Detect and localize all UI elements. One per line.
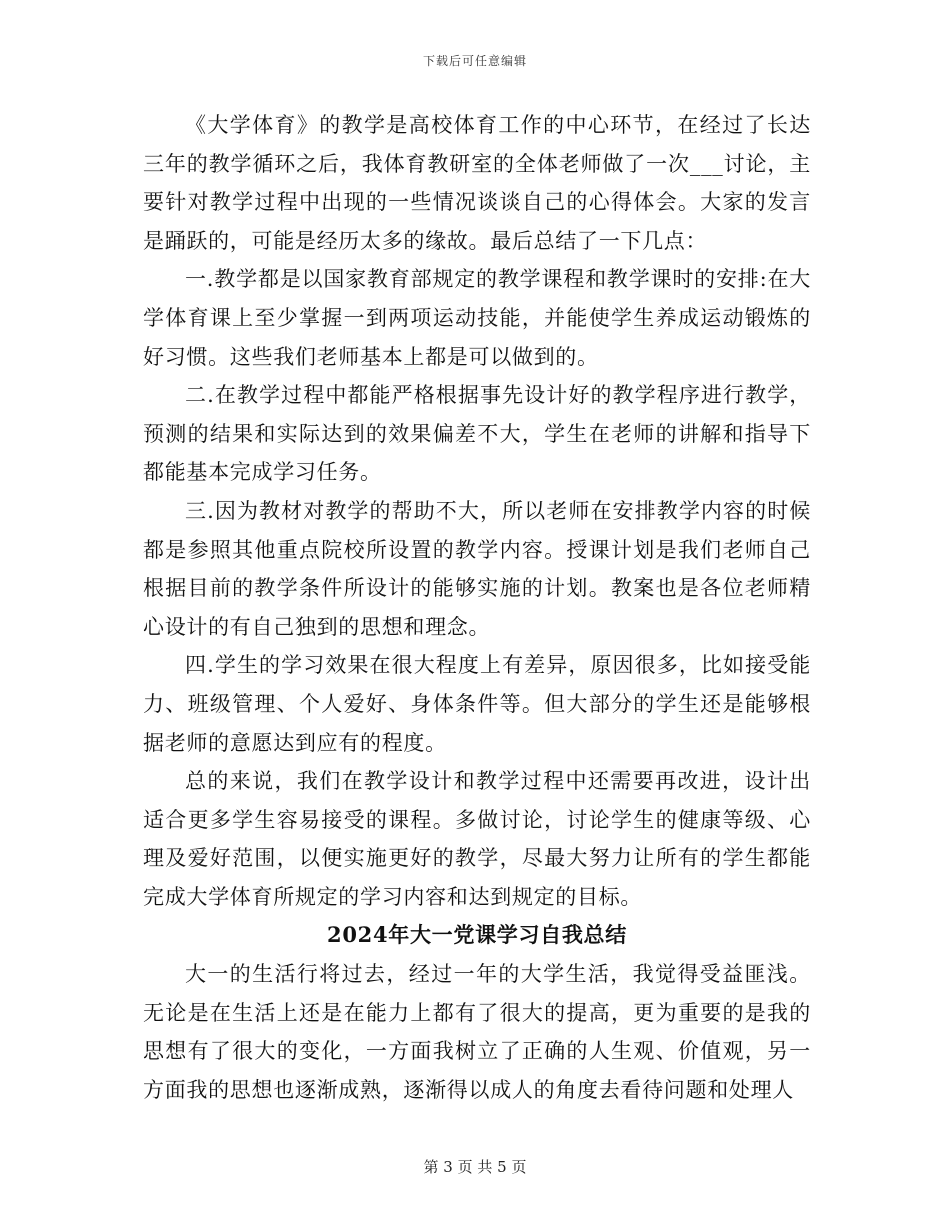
section-title: 2024年大一党课学习自我总结 [327, 922, 627, 948]
body-paragraph-point-4: 四.学生的学习效果在很大程度上有差异，原因很多，比如接受能力、班级管理、个人爱好、身体条件等。但大部分的学生还是能够根据老师的意愿达到应有的程度。 [143, 653, 811, 755]
body-paragraph-point-2: 二.在教学过程中都能严格根据事先设计好的教学程序进行教学，预测的结果和实际达到的效果偏差不大，学生在老师的讲解和指导下都能基本完成学习任务。 [143, 383, 811, 485]
body-paragraph-summary: 总的来说，我们在教学设计和教学过程中还需要再改进，设计出适合更多学生容易接受的课程。多做讨论，讨论学生的健康等级、心理及爱好范围，以便实施更好的教学，尽最大努力让所有的学生都能完成大学体育所规定的学习内容和达到规定的目标。 [143, 769, 811, 909]
page-number: 第 3 页 共 5 页 [423, 1158, 527, 1176]
page-header-note: 下载后可任意编辑 [422, 54, 527, 68]
document-body [143, 106, 811, 1109]
body-paragraph-point-3: 三.因为教材对教学的帮助不大，所以老师在安排教学内容的时候都是参照其他重点院校所设置的教学内容。授课计划是我们老师自己根据目前的教学条件所设计的能够实施的计划。教案也是各位老师精心设计的有自己独到的思想和理念。 [143, 498, 811, 639]
section-paragraph: 大一的生活行将过去，经过一年的大学生活，我觉得受益匪浅。无论是在生活上还是在能力上都有了很大的提高，更为重要的是我的思想有了很大的变化，一方面我树立了正确的人生观、价值观，另一方面我的思想也逐渐成熟，逐渐得以成人的角度去看待问题和处理人 [143, 962, 811, 1102]
body-paragraph-intro: 《大学体育》的教学是高校体育工作的中心环节，在经过了长达三年的教学循环之后，我体育教研室的全体老师做了一次___讨论，主要针对教学过程中出现的一些情况谈谈自己的心得体会。大家的发言是踊跃的，可能是经历太多的缘故。最后总结了一下几点： [143, 113, 811, 253]
body-paragraph-point-1: 一.教学都是以国家教育部规定的教学课程和教学课时的安排:在大学体育课上至少掌握一到两项运动技能，并能使学生养成运动锻炼的好习惯。这些我们老师基本上都是可以做到的。 [143, 267, 811, 369]
